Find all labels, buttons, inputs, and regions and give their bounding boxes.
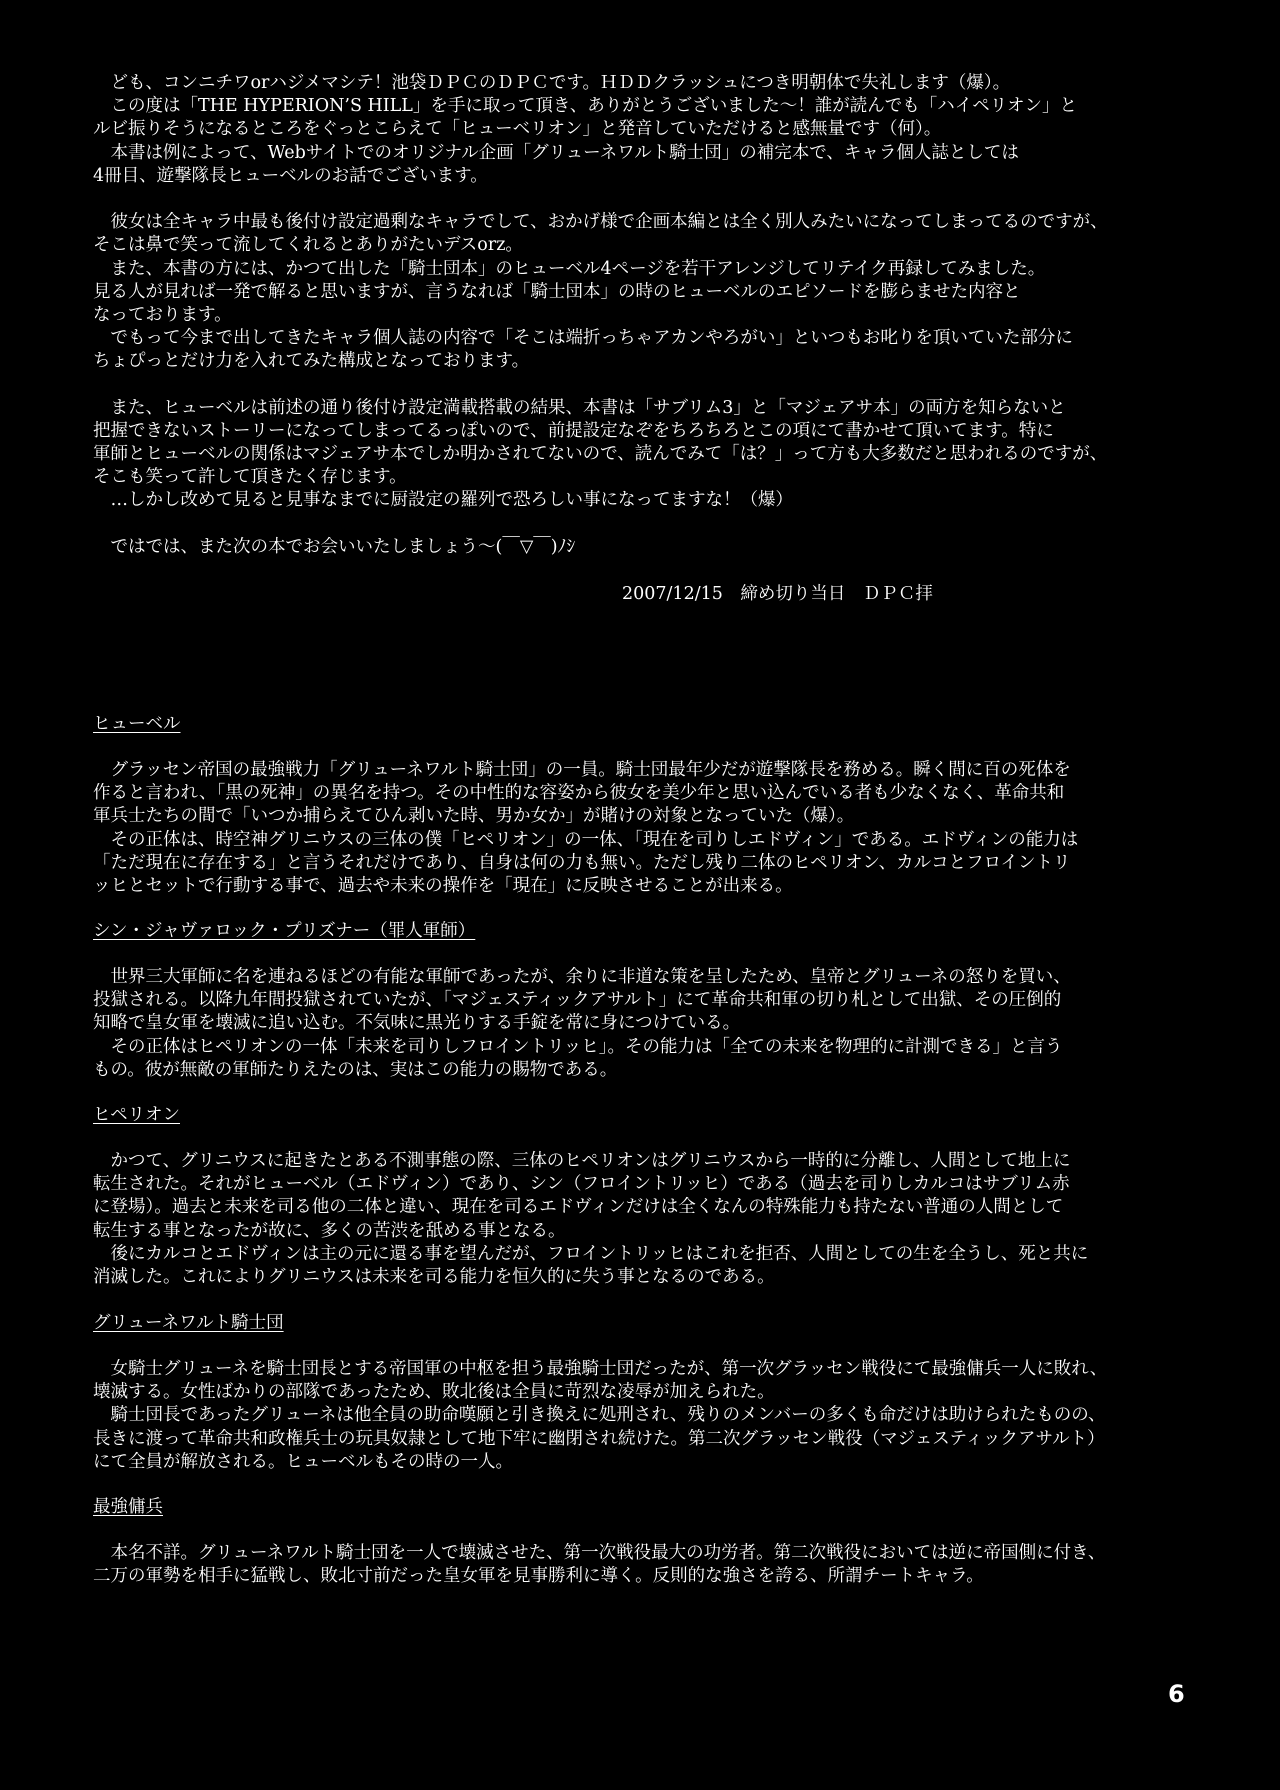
text-line: ども、コンニチワorハジメマシテ！池袋ＤＰＣのＤＰＣです。ＨＤＤクラッシュにつき明朝体で失礼します（爆）。 xyxy=(93,73,1011,93)
text-line: また、本書の方には、かつて出した「騎士団本」のヒューベル4ページを若干アレンジしてリテイク再録してみました。 xyxy=(93,258,1046,279)
section-heading: グリューネワルト騎士団 xyxy=(93,1313,284,1333)
section-body xyxy=(93,759,1233,898)
section-body xyxy=(93,1358,1233,1474)
signature: 2007/12/15 締め切り当日 ＤＰＣ拝 xyxy=(622,584,933,604)
afterword-text xyxy=(93,72,1233,559)
text-line: ではでは、また次の本でお会いいたしましょう〜(￣▽￣)ﾉｼ xyxy=(93,536,576,557)
text-line: 「ただ現在に存在する」と言うそれだけであり、自身は何の力も無い。ただし残り二体のヒペリオン、カルコとフロイントリ xyxy=(93,852,1071,873)
text-line: この度は「THE HYPERION’S HILL」を手に取って頂き、ありがとうございました〜！誰が読んでも「ハイペリオン」と xyxy=(93,96,1078,117)
section-body xyxy=(93,1542,1233,1588)
section-hyperion xyxy=(93,1104,1233,1289)
paragraph-gap xyxy=(93,188,1233,211)
section-shin xyxy=(93,920,1233,1082)
text-line: 軍師とヒューベルの関係はマジェアサ本でしか明かされてないので、読んでみて「は？」って方も大多数だと思われるのですが、 xyxy=(93,444,1108,464)
text-line: 4冊目、遊撃隊長ヒューベルのお話でございます。 xyxy=(93,165,488,186)
text-line: 投獄される。以降九年間投獄されていたが、「マジェスティックアサルト」にて革命共和軍の切り札として出獄、その圧倒的 xyxy=(93,990,1062,1011)
text-line: かつて、グリニウスに起きたとある不測事態の際、三体のヒペリオンはグリニウスから一時的に分離し、人間として地上に xyxy=(93,1151,1071,1171)
text-line: でもって今まで出してきたキャラ個人誌の内容で「そこは端折っちゃアカンやろがい」といつもお叱りを頂いていた部分に xyxy=(93,328,1073,349)
text-line: その正体は、時空神グリニウスの三体の僕「ヒペリオン」の一体、「現在を司りしエドヴィン」である。エドヴィンの能力は xyxy=(93,829,1079,850)
text-line: なっております。 xyxy=(93,304,232,325)
section-body xyxy=(93,1150,1233,1289)
section-heading: 最強傭兵 xyxy=(93,1497,163,1517)
text-line: ルビ振りそうになるところをぐっとこらえて「ヒューベリオン」と発音していただけると感無量です（何）。 xyxy=(93,119,942,140)
text-line: 作ると言われ、「黒の死神」の異名を持つ。その中性的な容姿から彼女を美少年と思い込んでいる者も少なくなく、革命共和 xyxy=(93,783,1065,804)
text-line: もの。彼が無敵の軍師たりえたのは、実はこの能力の賜物である。 xyxy=(93,1059,618,1080)
section-body xyxy=(93,966,1233,1082)
section-heading: ヒペリオン xyxy=(93,1105,180,1125)
afterword xyxy=(93,72,1233,559)
text-line: ちょぴっとだけ力を入れてみた構成となっております。 xyxy=(93,351,530,372)
text-line: にて全員が解放される。ヒューベルもその時の一人。 xyxy=(93,1451,513,1472)
text-line: …しかし改めて見ると見事なまでに厨設定の羅列で恐ろしい事になってますな！（爆） xyxy=(93,490,793,511)
page-number: 6 xyxy=(1168,1680,1185,1708)
text-line: 軍兵士たちの間で「いつか捕らえてひん剥いた時、男か女か」が賭けの対象となっていた（爆）。 xyxy=(93,806,855,827)
text-line: ッヒとセットで行動する事で、過去や未来の操作を「現在」に反映させることが出来る。 xyxy=(93,875,793,896)
text-line: 騎士団長であったグリューネは他全員の助命嘆願と引き換えに処刑され、残りのメンバーの多くも命だけは助けられたものの、 xyxy=(93,1405,1106,1426)
section-hubel xyxy=(93,713,1233,898)
text-line: また、ヒューベルは前述の通り後付け設定満載搭載の結果、本書は「サブリム3」と「マジェアサ本」の両方を知らないと xyxy=(93,397,1066,418)
section-heading: ヒューベル xyxy=(93,714,181,734)
text-line: 把握できないストーリーになってしまってるっぽいので、前提設定なぞをちろちろとこの項にて書かせて頂いてます。特に xyxy=(93,420,1054,441)
text-line: に登場）。過去と未来を司る他の二体と違い、現在を司るエドヴィンだけは全くなんの特殊能力も持たない普通の人間として xyxy=(93,1197,1064,1218)
paragraph-gap xyxy=(93,373,1233,396)
text-line: 女騎士グリューネを騎士団長とする帝国軍の中枢を担う最強騎士団だったが、第一次グラッセン戦役にて最強傭兵一人に敗れ、 xyxy=(93,1359,1108,1379)
text-line: 本書は例によって、Webサイトでのオリジナル企画「グリューネワルト騎士団」の補完本で、キャラ個人誌としては xyxy=(93,142,1019,163)
section-strongest-mercenary xyxy=(93,1496,1233,1588)
text-line: 転生された。それがヒューベル（エドヴィン）であり、シン（フロイントリッヒ）である（過去を司りしカルコはサブリム赤 xyxy=(93,1174,1070,1195)
text-line: そこは鼻で笑って流してくれるとありがたいデスorz。 xyxy=(93,235,523,256)
text-line: その正体はヒペリオンの一体「未来を司りしフロイントリッヒ」。その能力は「全ての未来を物理的に計測できる」と言う xyxy=(93,1036,1063,1057)
text-line: 消滅した。これによりグリニウスは未来を司る能力を恒久的に失う事となるのである。 xyxy=(93,1266,775,1287)
text-line: グラッセン帝国の最強戦力「グリューネワルト騎士団」の一員。騎士団最年少だが遊撃隊長を務める。瞬く間に百の死体を xyxy=(93,760,1071,780)
text-line: 二万の軍勢を相手に猛戦し、敗北寸前だった皇女軍を見事勝利に導く。反則的な強さを誇る、所謂チートキャラ。 xyxy=(93,1566,984,1587)
text-line: 彼女は全キャラ中最も後付け設定過剰なキャラでして、おかげ様で企画本編とは全く別人みたいになってしまってるのですが、 xyxy=(93,212,1108,233)
paragraph-gap xyxy=(93,513,1233,536)
text-line: 知略で皇女軍を壊滅に追い込む。不気味に黒光りする手錠を常に身につけている。 xyxy=(93,1013,741,1034)
text-line: 見る人が見れば一発で解ると思いますが、言うなれば「騎士団本」の時のヒューベルのエピソードを膨らませた内容と xyxy=(93,281,1021,302)
text-line: 世界三大軍師に名を連ねるほどの有能な軍師であったが、余りに非道な策を呈したため、皇帝とグリューネの怒りを買い、 xyxy=(93,967,1071,987)
text-line: 長きに渡って革命共和政権兵士の玩具奴隷として地下牢に幽閉され続けた。第二次グラッセン戦役（マジェスティックアサルト） xyxy=(93,1428,1105,1449)
text-line: 転生する事となったが故に、多くの苦渋を舐める事となる。 xyxy=(93,1220,566,1241)
text-line: 後にカルコとエドヴィンは主の元に還る事を望んだが、フロイントリッヒはこれを拒否、人間としての生を全うし、死と共に xyxy=(93,1243,1089,1264)
section-heading: シン・ジャヴァロック・プリズナー（罪人軍師） xyxy=(93,921,476,941)
text-line: そこも笑って許して頂きたく存じます。 xyxy=(93,467,407,488)
text-line: 本名不詳。グリューネワルト騎士団を一人で壊滅させた、第一次戦役最大の功労者。第二次戦役においては逆に帝国側に付き、 xyxy=(93,1543,1106,1563)
section-grunewald-knights xyxy=(93,1312,1233,1474)
text-line: 壊滅する。女性ばかりの部隊であったため、敗北後は全員に苛烈な凌辱が加えられた。 xyxy=(93,1382,775,1403)
